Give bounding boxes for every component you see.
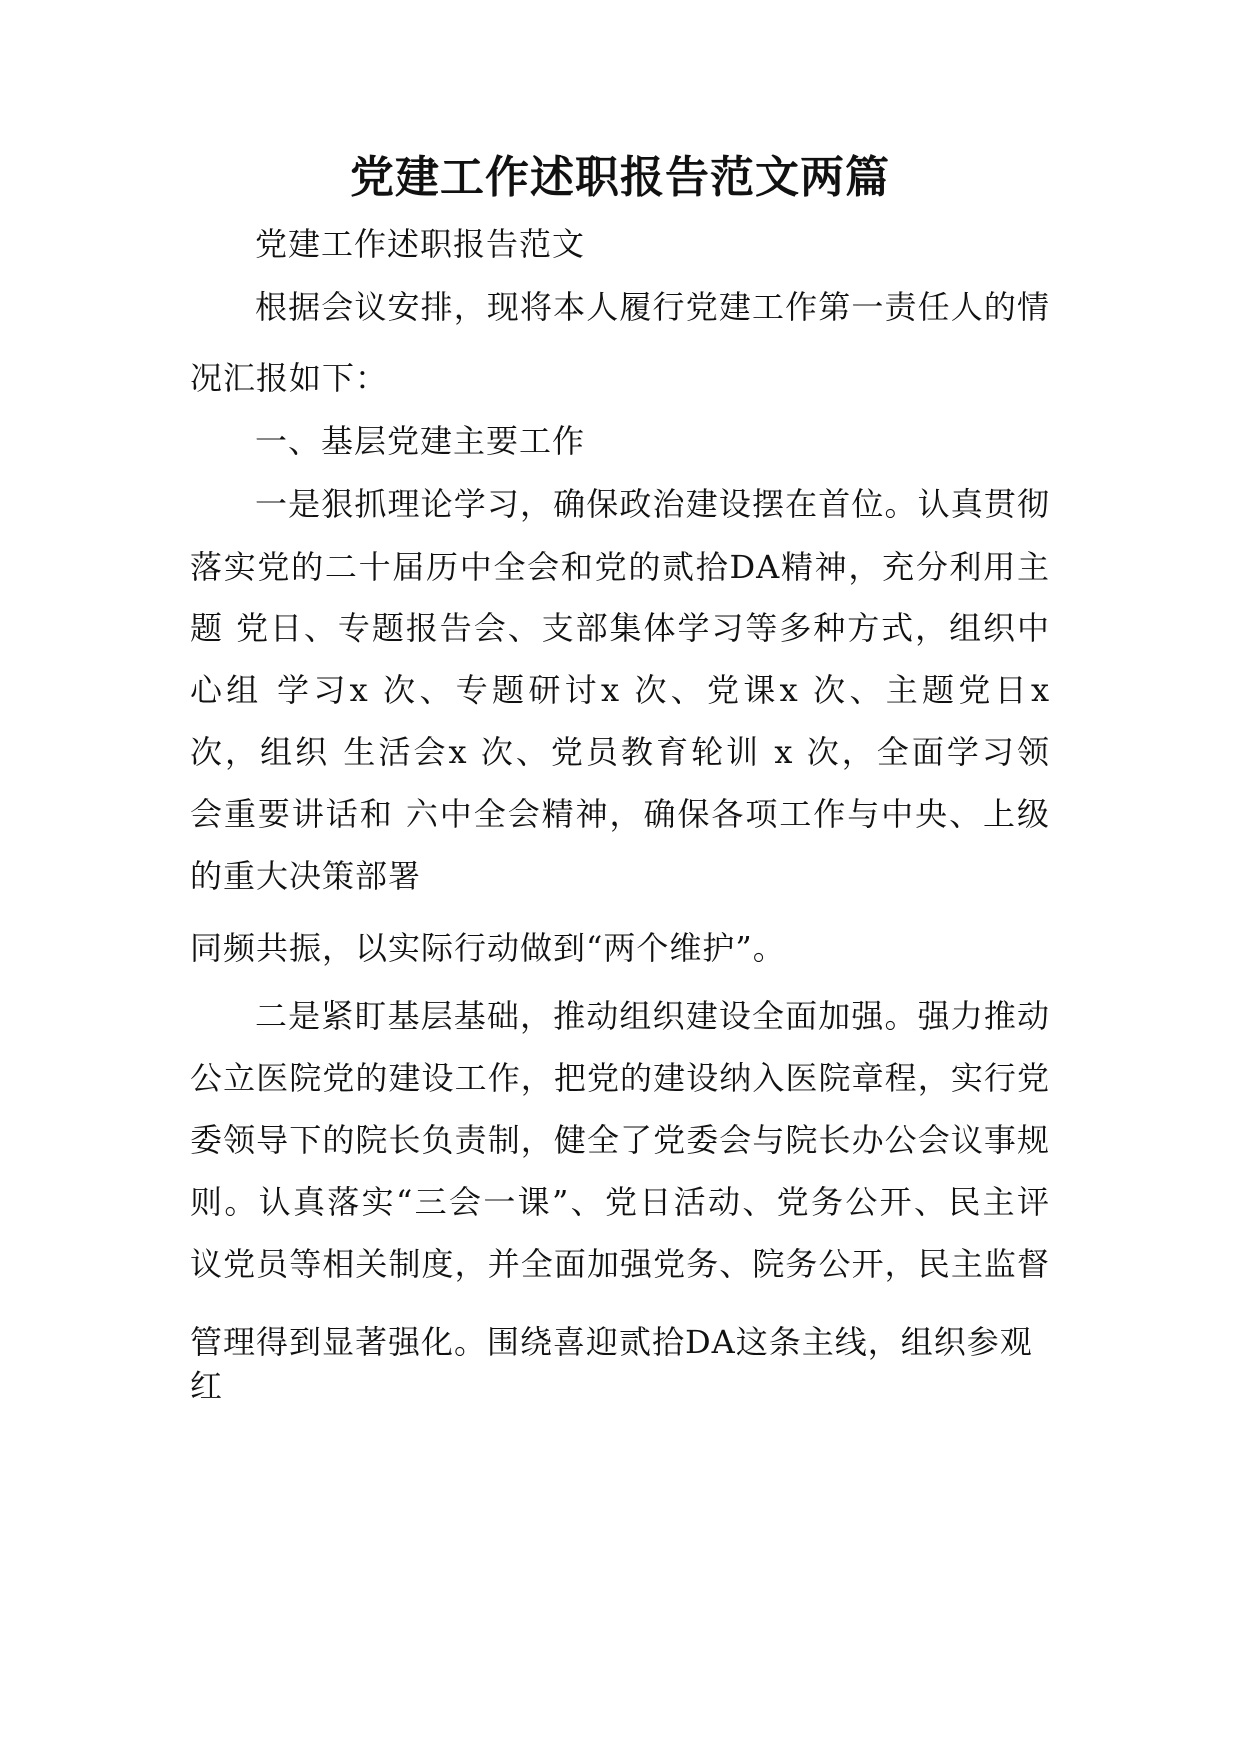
paragraph-line: 则。认真落实“三会一课”、党日活动、党务公开、民主评 bbox=[190, 1183, 1050, 1221]
paragraph-line: 次，组织 生活会x 次、党员教育轮训 x 次，全面学习领 bbox=[190, 733, 1050, 771]
paragraph-line: 管理得到显著强化。围绕喜迎贰拾DA这条主线，组织参观 bbox=[190, 1323, 1033, 1361]
paragraph-line: 会重要讲话和 六中全会精神，确保各项工作与中央、上级 bbox=[190, 795, 1050, 833]
paragraph-line: 议党员等相关制度，并全面加强党务、院务公开，民主监督 bbox=[190, 1245, 1050, 1283]
document-title: 党建工作述职报告范文两篇 bbox=[350, 152, 890, 203]
paragraph-line: 况汇报如下： bbox=[190, 359, 389, 397]
paragraph-line: 心组 学习x 次、专题研讨x 次、党课x 次、主题党日x bbox=[190, 671, 1050, 709]
paragraph-line: 根据会议安排，现将本人履行党建工作第一责任人的情 bbox=[255, 288, 1050, 326]
paragraph-line: 的重大决策部署 bbox=[190, 857, 422, 895]
paragraph-line: 一是狠抓理论学习，确保政治建设摆在首位。认真贯彻 bbox=[255, 485, 1050, 523]
paragraph-line: 公立医院党的建设工作，把党的建设纳入医院章程，实行党 bbox=[190, 1059, 1050, 1097]
section-heading: 一、基层党建主要工作 bbox=[255, 422, 586, 460]
document-subtitle: 党建工作述职报告范文 bbox=[255, 225, 586, 263]
paragraph-line: 委领导下的院长负责制，健全了党委会与院长办公会议事规 bbox=[190, 1121, 1050, 1159]
paragraph-line: 红 bbox=[190, 1367, 224, 1405]
paragraph-line: 二是紧盯基层基础，推动组织建设全面加强。强力推动 bbox=[255, 997, 1050, 1035]
paragraph-line: 同频共振，以实际行动做到“两个维护”。 bbox=[190, 929, 786, 967]
paragraph-line: 题 党日、专题报告会、支部集体学习等多种方式，组织中 bbox=[190, 609, 1050, 647]
paragraph-line: 落实党的二十届历中全会和党的贰拾DA精神，充分利用主 bbox=[190, 548, 1050, 586]
